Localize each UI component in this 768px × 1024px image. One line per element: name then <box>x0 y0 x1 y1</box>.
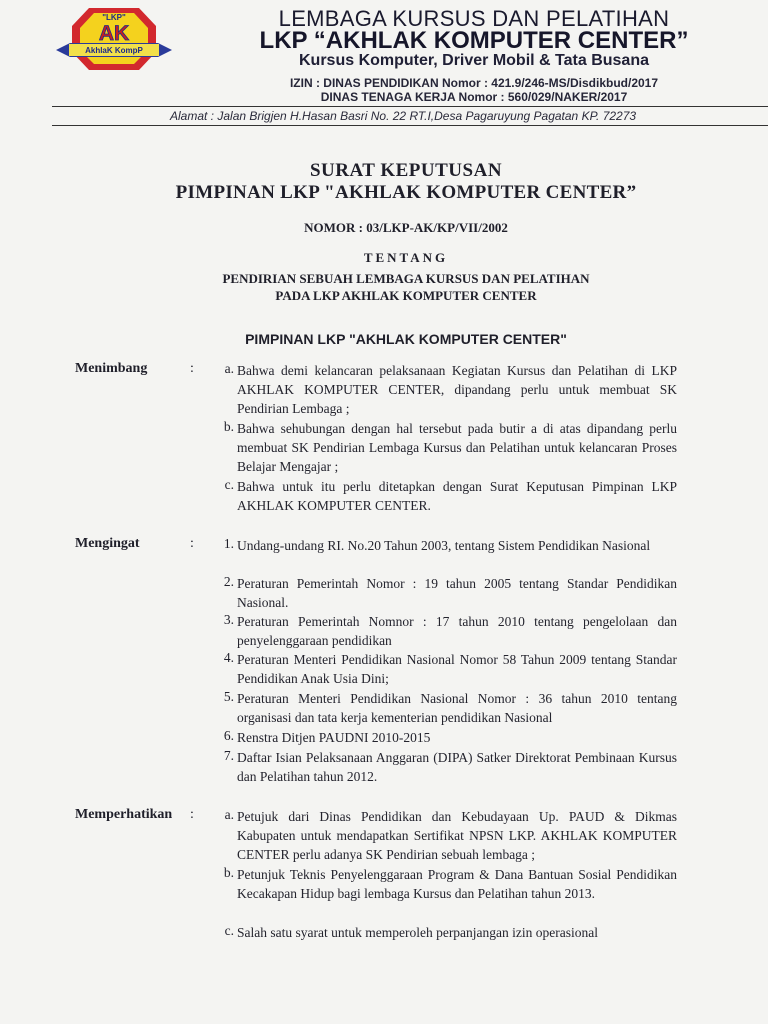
menimbang-item-c: Bahwa untuk itu perlu ditetapkan dengan Surat Keputusan Pimpinan LKP AKHLAK KOMPUTER CENTER. <box>237 479 677 513</box>
letterhead-institution-type: LEMBAGA KURSUS DAN PELATIHAN <box>278 6 670 31</box>
subject-line-2: PADA LKP AKHLAK KOMPUTER CENTER <box>275 288 537 303</box>
menimbang-item-a: Bahwa demi kelancaran pelaksanaan Kegiatan Kursus dan Pelatihan di LKP AKHLAK KOMPUTER CENTER, dipandang perlu untuk membuat SK Pendirian Lembaga ; <box>237 363 677 416</box>
menimbang-colon: : <box>190 361 194 376</box>
subject-line-1: PENDIRIAN SEBUAH LEMBAGA KURSUS DAN PELATIHAN <box>222 271 590 286</box>
memperhatikan-label: Memperhatikan <box>75 807 173 822</box>
menimbang-label: Menimbang <box>75 361 148 376</box>
list-item-marker: 6. <box>223 728 234 743</box>
mengingat-item-7: Daftar Isian Pelaksanaan Anggaran (DIPA) Satker Direktorat Pembinaan Kursus dan Pelatihan tahun 2012. <box>237 750 677 784</box>
list-item-marker: 4. <box>223 650 234 665</box>
mengingat-label: Mengingat <box>75 536 140 551</box>
list-item-marker: 2. <box>223 574 234 589</box>
letterhead-divider-top <box>52 106 768 107</box>
decree-heading: PIMPINAN LKP "AKHLAK KOMPUTER CENTER" <box>245 331 567 347</box>
mengingat-item-5: Peraturan Menteri Pendidikan Nasional Nomor : 36 tahun 2010 tentang organisasi dan tata kerja kementerian pendidikan Nasional <box>237 691 677 725</box>
mengingat-item-2: Peraturan Pemerintah Nomor : 19 tahun 2005 tentang Standar Pendidikan Nasional. <box>237 576 677 610</box>
logo-banner-text: AkhlaK KompP <box>85 46 143 55</box>
letterhead-programs: Kursus Komputer, Driver Mobil & Tata Busana <box>299 52 649 69</box>
list-item-marker: 1. <box>223 536 234 551</box>
list-item-marker: b. <box>223 865 234 880</box>
list-item-marker: 3. <box>223 612 234 627</box>
memperhatikan-item-a: Petujuk dari Dinas Pendidikan dan Kebudayaan Up. PAUD & Dikmas Kabupaten untuk mendapatkan Sertifikat NPSN LKP. AKHLAK KOMPUTER CENTER perlu adanya SK Pendirian sebuah lembaga ; <box>237 809 677 862</box>
memperhatikan-item-b: Petunjuk Teknis Penyelenggaraan Program & Dana Bantuan Sosial Pendidikan Kecakapan Hidup bagi lembaga Kursus dan Pelatihan tahun 2013. <box>237 867 677 901</box>
letterhead-divider-bottom <box>52 125 768 126</box>
about-label: TENTANG <box>363 250 449 265</box>
list-item-marker: b. <box>223 419 234 434</box>
mengingat-item-4: Peraturan Menteri Pendidikan Nasional Nomor 58 Tahun 2009 tentang Standar Pendidikan Anak Usia Dini; <box>237 652 677 686</box>
list-item-marker: 5. <box>223 689 234 704</box>
list-item-marker: c. <box>224 477 234 492</box>
letterhead-permit-education: IZIN : DINAS PENDIDIKAN Nomor : 421.9/246-MS/Disdikbud/2017 <box>289 76 659 90</box>
letterhead-institution-name: LKP “AKHLAK KOMPUTER CENTER” <box>259 27 689 54</box>
mengingat-colon: : <box>190 536 194 551</box>
document-number: NOMOR : 03/LKP-AK/KP/VII/2002 <box>304 220 508 235</box>
logo-top-text: "LKP" <box>102 13 126 22</box>
document-type-title: SURAT KEPUTUSAN <box>309 160 503 181</box>
list-item-marker: a. <box>224 807 234 822</box>
document-issuer-title: PIMPINAN LKP "AKHLAK KOMPUTER CENTER” <box>175 182 637 203</box>
memperhatikan-item-c: Salah satu syarat untuk memperoleh perpanjangan izin operasional <box>237 925 599 940</box>
mengingat-item-3: Peraturan Pemerintah Nomnor : 17 tahun 2010 tentang pengelolaan dan penyelenggaraan pendidikan <box>237 614 677 648</box>
letterhead-address: Alamat : Jalan Brigjen H.Hasan Basri No. 22 RT.I,Desa Pagaruyung Pagatan KP. 72273 <box>170 109 637 123</box>
list-item-marker: a. <box>224 361 234 376</box>
menimbang-item-b: Bahwa sehubungan dengan hal tersebut pada butir a di atas dipandang perlu membuat SK Pendirian Lembaga Kursus dan Pelatihan untuk kelancaran Proses Belajar Mengajar ; <box>237 421 677 474</box>
list-item-marker: 7. <box>223 748 234 763</box>
memperhatikan-colon: : <box>190 807 194 822</box>
logo-initials: AK <box>98 22 130 45</box>
list-item-marker: c. <box>224 923 234 938</box>
lkp-logo <box>56 6 172 72</box>
mengingat-item-1: Undang-undang RI. No.20 Tahun 2003, tentang Sistem Pendidikan Nasional <box>237 538 651 553</box>
letterhead-permit-labour: DINAS TENAGA KERJA Nomor : 560/029/NAKER/2017 <box>320 90 628 104</box>
mengingat-item-6: Renstra Ditjen PAUDNI 2010-2015 <box>237 730 431 745</box>
